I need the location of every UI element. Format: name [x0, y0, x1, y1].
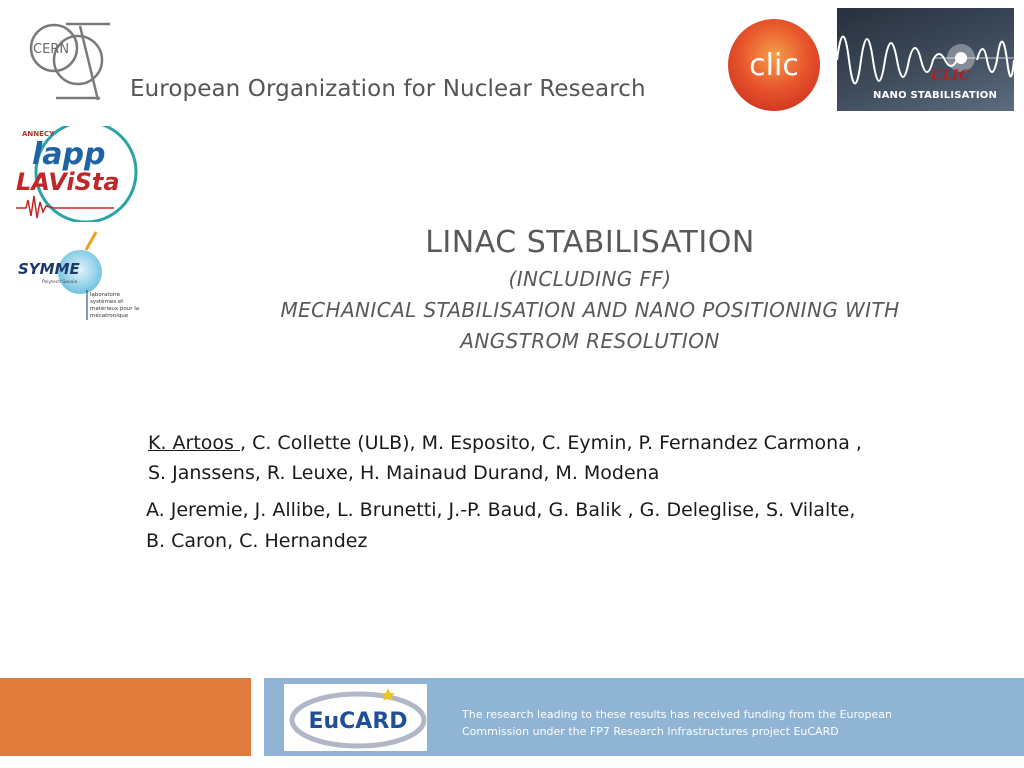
symme-sub: Polytech'Savoie	[42, 280, 78, 285]
funding-statement: The research leading to these results has received funding from the European Commission under the FP7 Research Infrastructures project EuCARD	[462, 708, 892, 738]
authors-lapp-line-1: A. Jeremie, J. Allibe, L. Brunetti, J.-P. Baud, G. Balik , G. Deleglise, S. Vilalte,	[146, 499, 856, 521]
lavista-text: LAViSta	[16, 168, 120, 196]
nano-clic-text: CLIC	[931, 68, 970, 84]
lapp-text: lapp	[32, 137, 106, 172]
cern-logo-text: CERN	[33, 42, 70, 57]
authors-lapp	[146, 495, 946, 557]
presenting-author: K. Artoos	[148, 432, 240, 454]
symme-lab-line: laboratoire	[90, 292, 120, 298]
clic-logo	[726, 17, 822, 113]
title-main: LINAC STABILISATION	[425, 225, 755, 260]
lapp-annecy-text: ANNECY	[22, 130, 55, 138]
organization-name: European Organization for Nuclear Research	[130, 76, 646, 102]
symme-text: SYMME	[18, 260, 80, 278]
symme-lab-line: systèmes et	[90, 299, 124, 305]
authors-lapp-line-2: B. Caron, C. Hernandez	[146, 530, 368, 552]
nano-caption: NANO STABILISATION	[873, 90, 998, 101]
slide-title	[240, 222, 940, 357]
title-subtitle-2: MECHANICAL STABILISATION AND NANO POSITIONING WITH ANGSTROM RESOLUTION	[280, 298, 900, 353]
eucard-logo	[284, 684, 427, 751]
eucard-text: EuCARD	[308, 709, 408, 734]
authors-cern-line-1	[148, 428, 948, 458]
symme-logo	[14, 230, 154, 322]
nano-stabilisation-image	[837, 8, 1014, 111]
footer-orange-bar	[0, 678, 251, 756]
authors-cern-line-2: S. Janssens, R. Leuxe, H. Mainaud Durand, M. Modena	[148, 462, 660, 484]
symme-lab-line: matériaux pour la	[90, 306, 140, 312]
authors-cern	[148, 428, 948, 488]
title-subtitle-1: (INCLUDING FF)	[508, 267, 672, 291]
clic-logo-text: clic	[749, 48, 799, 83]
symme-lab-line: mécatronique	[90, 313, 129, 319]
coauthors: , C. Collette (ULB), M. Esposito, C. Eymin, P. Fernandez Carmona ,	[240, 432, 862, 454]
lapp-lavista-logo	[14, 126, 142, 222]
cern-logo	[26, 20, 112, 104]
